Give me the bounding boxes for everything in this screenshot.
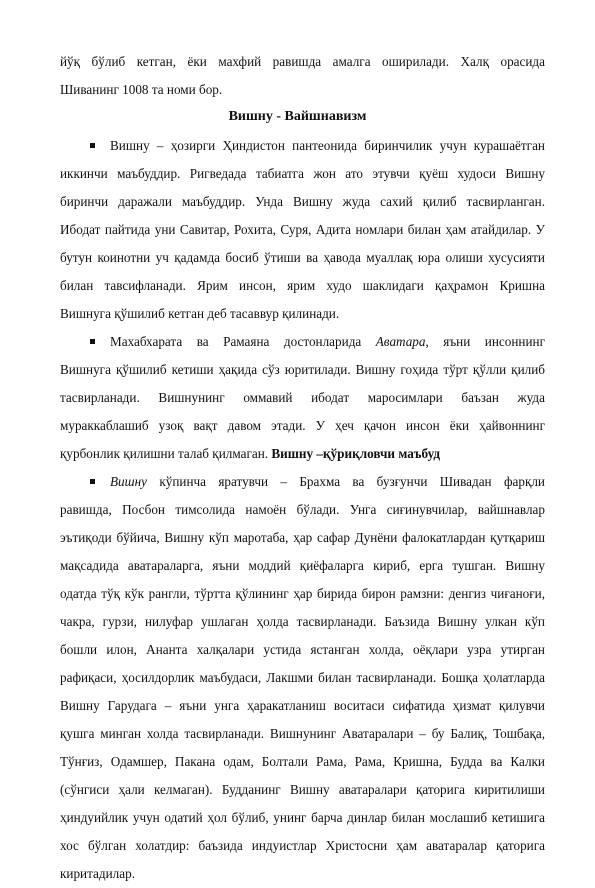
bold-heading: Вишну –қўриқловчи маъбуд <box>271 446 441 461</box>
text-line: эътиқоди бўйича, Вишну кўп маротаба, ҳар сафар Дунёни фалокатлардан қутқариш <box>60 530 545 545</box>
bullet-line <box>60 468 545 496</box>
italic-term: Аватара <box>375 334 426 349</box>
intro-paragraph <box>60 48 545 104</box>
text-line: бошли илон, Ананта халқалари устида ястанган холда, оёқлари узра утирган <box>60 642 545 657</box>
text-line: одатда тўқ кўк рангли, тўртта қўлининг ҳар бирида бирон рамзни: денгиз чиғаноғи, <box>60 586 545 601</box>
section-title: Вишну - Вайшнавизм <box>228 109 367 124</box>
text-line: бутун коинотни уч қадамда босиб ўтиши ва ҳавода муаллақ юра олиши хусусияти <box>60 250 545 265</box>
text-line: (сўнгиси ҳали келмаган). Будданинг Вишну аватаралари қаторига киритилиши <box>60 782 545 797</box>
text-line: киритадилар. <box>60 866 135 881</box>
bullet-line <box>60 328 545 356</box>
text-line: мураккаблашиб узоқ вақт давом этади. У ҳеч қачон инсон ёки ҳайвоннинг <box>60 418 545 433</box>
text-line: тасвирланади. Вишнунинг оммавий ибодат маросимлари баъзан жуда <box>60 390 545 405</box>
text-line: Шиванинг 1008 та номи бор. <box>60 82 223 97</box>
text-line: мақсадида аватараларга, яъни моддий қиёфаларга кириб, ерга тушган. Вишну <box>60 558 545 573</box>
text-line: Вишну – ҳозирги Ҳиндистон пантеонида биринчилик учун курашаётган <box>110 138 545 153</box>
text-segment: қурбонлик қилишни талаб қилмаган. <box>60 446 272 461</box>
text-line: равишда, Посбон тимсолида намоён бўлади. Унга сиғинувчилар, вайшнавлар <box>60 502 545 517</box>
text-line: Вишну Гарудага – яъни унга ҳаракатланиш воситаси сифатида ҳизмат қилувчи <box>60 698 545 713</box>
text-line: биринчи даражали маъбуддир. Унда Вишну жуда сахий қилиб тасвирланган. <box>60 194 545 209</box>
bullet-icon <box>90 339 95 344</box>
text-line: йўқ бўлиб кетган, ёки махфий равишда амалга оширилади. Халқ орасида <box>60 54 545 69</box>
text-line: чакра, гурзи, нилуфар ушлаган ҳолда тасвирланади. Баъзида Вишну улкан кўп <box>60 614 545 629</box>
text-segment: Махабхарата ва Рамаяна достонларида <box>110 334 376 349</box>
text-line: хос бўлган холатдир: баъзида индуистлар Христосни ҳам аватаралар қаторига <box>60 838 545 853</box>
paragraph-1 <box>60 132 545 328</box>
text-segment: , яъни инсоннинг <box>425 334 545 349</box>
text-segment: кўпинча яратувчи – Брахма ва бузғунчи Шивадан фарқли <box>147 474 545 489</box>
text-line: рафиқаси, ҳосилдорлик маъбудаси, Лакшми билан тасвирланади. Бошқа ҳолатларда <box>60 670 545 685</box>
bullet-line <box>60 132 545 160</box>
text-line: иккинчи маъбуддир. Ригведада табиатга жон ато этувчи қуёш худоси Вишну <box>60 166 545 181</box>
text-line: Ибодат пайтида уни Савитар, Рохита, Суря, Адита номлари билан ҳам атайдилар. У <box>60 222 545 237</box>
bullet-icon <box>90 143 95 148</box>
text-line: қушга минган холда тасвирланади. Вишнунинг Аватаралари – бу Балиқ, Тошбақа, <box>60 726 545 741</box>
text-line <box>60 440 545 468</box>
paragraph-3 <box>60 468 545 888</box>
italic-term: Вишну <box>110 474 147 489</box>
text-line: Вишнуга қўшилиб кетиши ҳақида сўз юритилади. Вишну гоҳида тўрт қўлли қилиб <box>60 362 545 377</box>
text-line: ҳиндуийлик учун одатий ҳол бўлиб, унинг барча динлар билан мослашиб кетишига <box>60 810 545 825</box>
text-line: Тўнғиз, Одамшер, Пакана одам, Болтали Рама, Рама, Кришна, Будда ва Калки <box>60 754 545 769</box>
bullet-icon <box>90 479 95 484</box>
text-line: билан тавсифланади. Ярим инсон, ярим худо шаклидаги қаҳрамон Кришна <box>60 278 545 293</box>
paragraph-2 <box>60 328 545 468</box>
text-line: Вишнуга қўшилиб кетган деб тасаввур қилинади. <box>60 306 340 321</box>
